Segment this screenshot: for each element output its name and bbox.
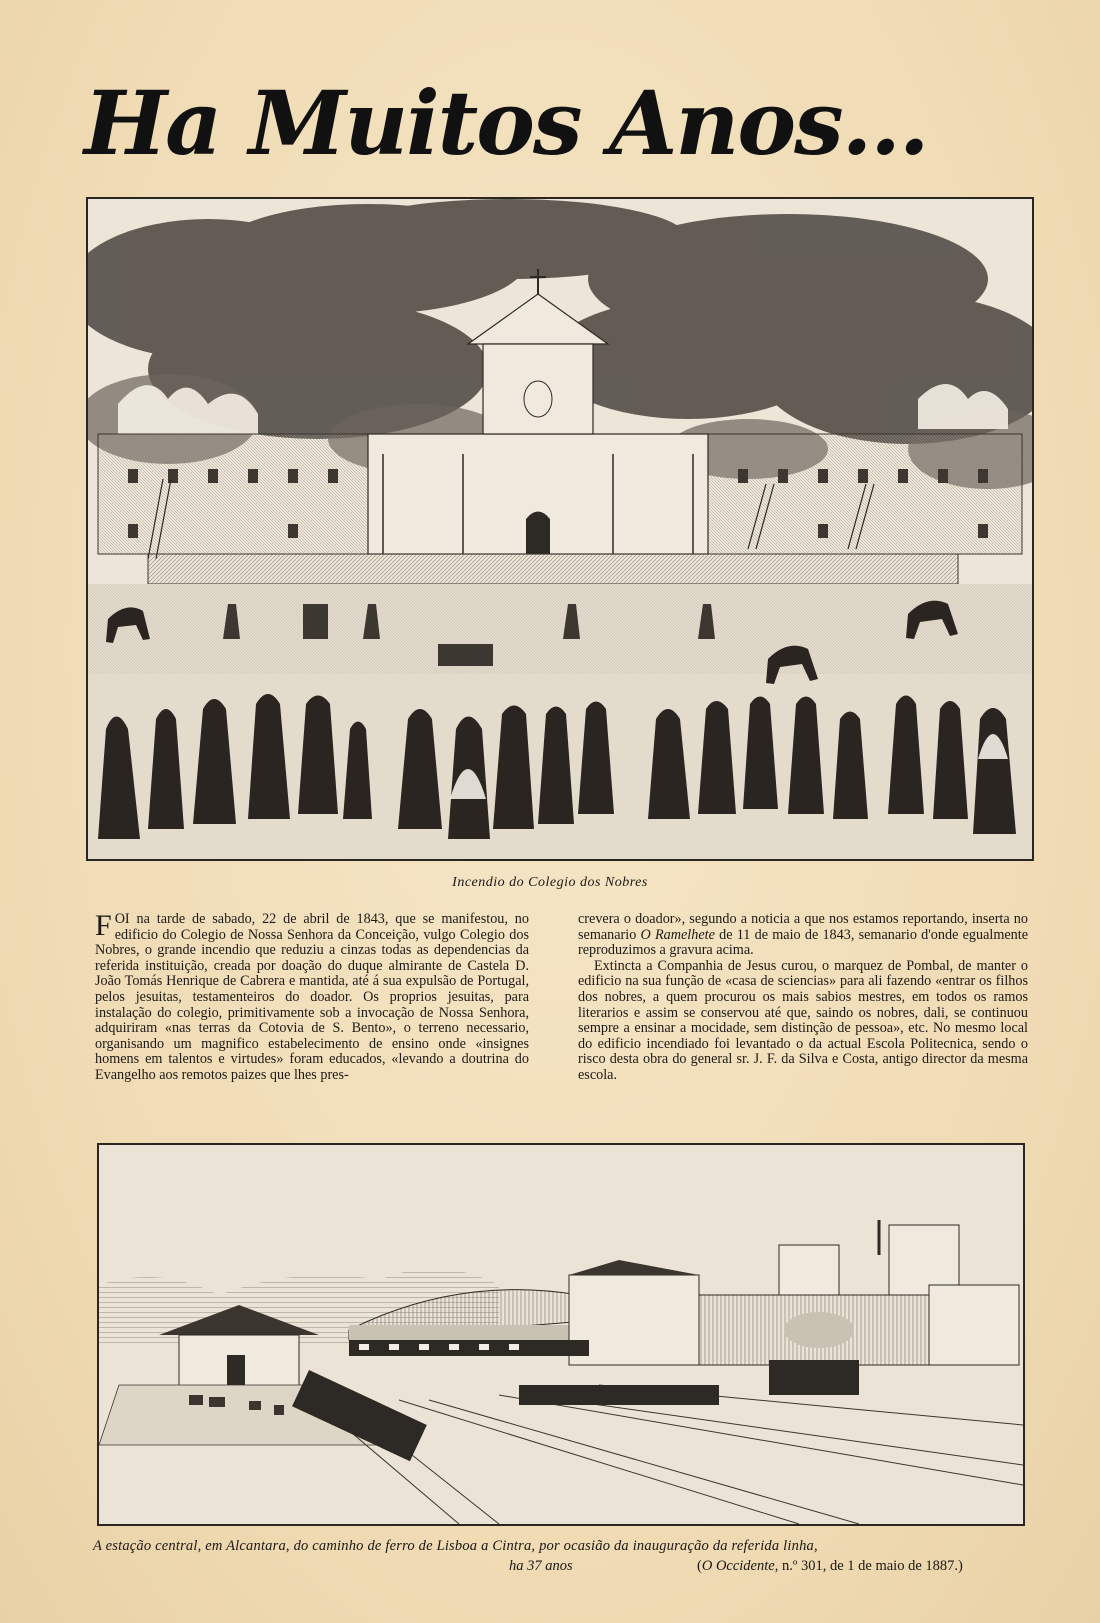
- article-column-left: [95, 912, 529, 1127]
- article-text-right-part1: crevera o doador», segundo a noticia a que nos estamos reportando, inserta no semanario: [578, 912, 1028, 943]
- drop-cap: F: [95, 912, 112, 942]
- article-paragraph-pombal: Extincta a Companhia de Jesus curou, o marquez de Pombal, de manter o edificio na sua função de «casa de sciencias» para ali fazendo «entrar os filhos dos nobres, a quem procurou os mais sabios mestres, em todos os ramos literarios e assim se conservou até que, saindo os nobres, dali, se continuou sempre a ensinar a mocidade, sem distinção de pessoa», etc. No mesmo local do edificio incendiado foi levantado o da actual Escola Politecnica, sendo o risco desta obra do general sr. J. F. da Silva e Costa, antigo director da mesma escola.: [578, 957, 1028, 1083]
- source-open-paren: (: [697, 1558, 702, 1574]
- station-caption-source: [697, 1558, 963, 1575]
- article-text-right-part2: de 11 de maio de 1843, semanario d'onde egualmente reproduzimos a gravura acima.: [578, 926, 1028, 959]
- page-title: Ha Muitos Anos...: [84, 71, 928, 175]
- fire-engraving-drawing: [88, 199, 1032, 859]
- station-engraving-drawing: [99, 1145, 1023, 1524]
- source-journal: O Occidente: [701, 1558, 775, 1574]
- source-details: , n.º 301, de 1 de maio de 1887.): [774, 1558, 963, 1574]
- station-engraving: [97, 1143, 1025, 1526]
- station-caption-years: ha 37 anos: [509, 1558, 573, 1574]
- station-caption: A estação central, em Alcantara, do caminho de ferro de Lisboa a Cintra, por ocasião da inauguração da referida linha,: [93, 1538, 818, 1554]
- article-column-right: [578, 912, 1028, 1127]
- journal-name: O Ramelhete: [640, 926, 715, 943]
- fire-engraving-caption: Incendio do Colegio dos Nobres: [452, 875, 648, 890]
- article-text-left: OI na tarde de sabado, 22 de abril de 1843, que se manifestou, no edificio do Colegio de Nossa Senhora da Conceição, vulgo Colegio dos Nobres, o grande incendio que reduziu a cinzas todas as dependencias da referida instituição, creada por doação do duque almirante de Castela D. João Tomás Henrique de Cabrera e mantida, até á sua expulsão de Portugal, pelos jesuitas, testamenteiros do doador. Os proprios jesuitas, para instalação do colegio, primitivamente sob a invocação de Nossa Senhora, adquiriram «nas terras da Cotovia de S. Bento», o terreno necessario, organisando um magnifico estabelecimento de ensino onde «insignes homens em talentos e virtudes» foram educados, «levando a doutrina do Evangelho aos remotos paizes que lhes pres-: [95, 912, 529, 1083]
- fire-engraving: [86, 197, 1034, 861]
